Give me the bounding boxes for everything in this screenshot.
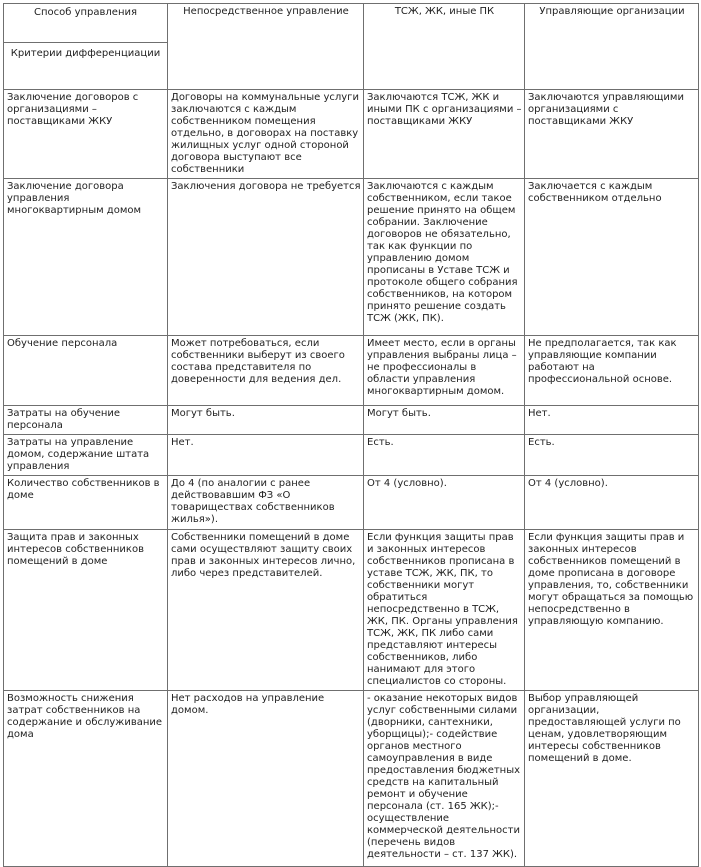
cell-hoa: Заключаются с каждым собственником, если такое решение принято на общем собрании. Заключение договоров не обязательно, так как функции по управлению домом прописаны в Уставе ТСЖ и протоколе общего собрания собственников, на котором принято решение создать ТСЖ (ЖК, ПК). bbox=[364, 179, 525, 336]
cell-direct: Собственники помещений в доме сами осуществляют защиту своих прав и законных интересов лично, либо через представителей. bbox=[168, 530, 364, 691]
cell-hoa: - оказание некоторых видов услуг собственными силами (дворники, сантехники, уборщицы);- содействие органов местного самоуправления в виде предоставления бюджетных средств на капитальный ремонт и обучение персонала (ст. 165 ЖК);- осуществление коммерческой деятельности (перечень видов деятельности – ст. 137 ЖК). bbox=[364, 691, 525, 867]
table-row bbox=[4, 406, 699, 435]
row-criterion: Защита прав и законных интересов собственников помещений в доме bbox=[4, 530, 168, 691]
cell-hoa: Имеет место, если в органы управления выбраны лица – не профессионалы в области управления многоквартирным домом. bbox=[364, 336, 525, 406]
table-row bbox=[4, 336, 699, 406]
cell-company: Заключаются управляющими организациями с поставщиками ЖКУ bbox=[525, 90, 699, 179]
cell-company: Выбор управляющей организации, предоставляющей услуги по ценам, удовлетворяющим интересы собственников помещений в доме. bbox=[525, 691, 699, 867]
row-criterion: Затраты на управление домом, содержание штата управления bbox=[4, 435, 168, 476]
table-row bbox=[4, 476, 699, 530]
comparison-table bbox=[3, 3, 699, 867]
corner-cell bbox=[4, 4, 168, 90]
cell-hoa: Если функция защиты прав и законных интересов собственников прописана в уставе ТСЖ, ЖК, ПК, то собственники могут обратиться непосредственно в ТСЖ, ЖК, ПК. Органы управления ТСЖ, ЖК, ПК либо сами представляют интересы собственников, либо нанимают для этого специалистов со стороны. bbox=[364, 530, 525, 691]
cell-company: Есть. bbox=[525, 435, 699, 476]
cell-hoa: Могут быть. bbox=[364, 406, 525, 435]
cell-hoa: Есть. bbox=[364, 435, 525, 476]
header-row bbox=[4, 4, 699, 90]
cell-direct: До 4 (по аналогии с ранее действовавшим ФЗ «О товариществах собственников жилья»). bbox=[168, 476, 364, 530]
cell-company: Если функция защиты прав и законных интересов собственников помещений в доме прописана в договоре управления, то, собственники могут обращаться за помощью непосредственно в управляющую компанию. bbox=[525, 530, 699, 691]
column-header-company: Управляющие организации bbox=[525, 4, 699, 90]
row-criterion: Обучение персонала bbox=[4, 336, 168, 406]
criteria-label: Критерии дифференциации bbox=[10, 48, 161, 59]
cell-direct: Могут быть. bbox=[168, 406, 364, 435]
cell-direct: Нет расходов на управление домом. bbox=[168, 691, 364, 867]
cell-company: Не предполагается, так как управляющие компании работают на профессиональной основе. bbox=[525, 336, 699, 406]
cell-hoa: Заключаются ТСЖ, ЖК и иными ПК с организациями – поставщиками ЖКУ bbox=[364, 90, 525, 179]
table-row bbox=[4, 435, 699, 476]
cell-company: Нет. bbox=[525, 406, 699, 435]
cell-company: От 4 (условно). bbox=[525, 476, 699, 530]
row-criterion: Возможность снижения затрат собственников на содержание и обслуживание дома bbox=[4, 691, 168, 867]
cell-direct: Нет. bbox=[168, 435, 364, 476]
row-criterion: Заключение договоров с организациями – поставщиками ЖКУ bbox=[4, 90, 168, 179]
row-criterion: Заключение договора управления многоквартирным домом bbox=[4, 179, 168, 336]
table-row bbox=[4, 530, 699, 691]
table-row bbox=[4, 179, 699, 336]
table-row bbox=[4, 691, 699, 867]
row-criterion: Количество собственников в доме bbox=[4, 476, 168, 530]
cell-hoa: От 4 (условно). bbox=[364, 476, 525, 530]
column-header-direct: Непосредственное управление bbox=[168, 4, 364, 90]
table-row bbox=[4, 90, 699, 179]
method-label: Способ управления bbox=[4, 4, 167, 43]
cell-direct: Заключения договора не требуется bbox=[168, 179, 364, 336]
cell-company: Заключается с каждым собственником отдельно bbox=[525, 179, 699, 336]
cell-direct: Может потребоваться, если собственники выберут из своего состава представителя по доверенности для ведения дел. bbox=[168, 336, 364, 406]
column-header-hoa: ТСЖ, ЖК, иные ПК bbox=[364, 4, 525, 90]
cell-direct: Договоры на коммунальные услуги заключаются с каждым собственником помещения отдельно, в договорах на поставку жилищных услуг одной стороной договора выступают все собственники bbox=[168, 90, 364, 179]
row-criterion: Затраты на обучение персонала bbox=[4, 406, 168, 435]
